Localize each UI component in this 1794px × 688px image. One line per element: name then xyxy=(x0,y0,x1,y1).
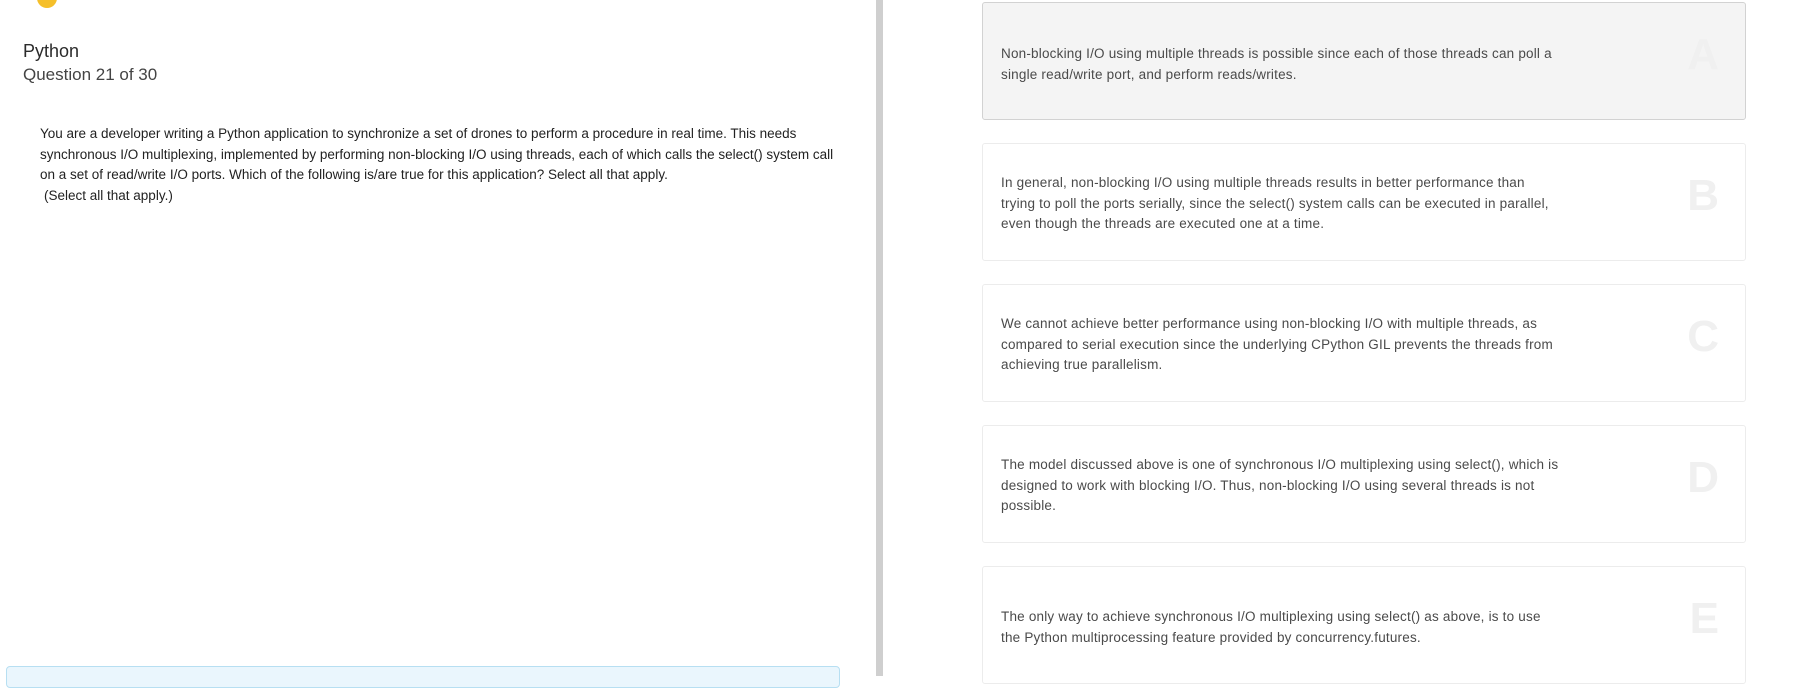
answer-option-text: The only way to achieve synchronous I/O multiplexing using select() as above, is to use the Python multiprocessing feature provided by concurrency.futures. xyxy=(1001,609,1541,645)
pane-divider[interactable] xyxy=(876,0,883,676)
answer-option-text: The model discussed above is one of synchronous I/O multiplexing using select(), which is designed to work with blocking I/O. Thus, non-blocking I/O using several threads is not possible. xyxy=(1001,457,1559,513)
answer-option-a[interactable] xyxy=(982,2,1746,120)
answer-option-letter: D xyxy=(1687,453,1719,502)
answer-option-e[interactable] xyxy=(982,566,1746,684)
python-logo-icon xyxy=(37,0,57,8)
answer-option-letter: E xyxy=(1689,594,1719,643)
answer-option-letter: A xyxy=(1687,30,1719,79)
question-pane xyxy=(0,0,876,676)
answer-option-letter: B xyxy=(1687,171,1719,220)
bottom-info-bar xyxy=(6,666,840,688)
question-body xyxy=(40,124,840,206)
answer-option-letter: C xyxy=(1687,312,1719,361)
answers-pane xyxy=(883,0,1794,676)
answer-option-text: In general, non-blocking I/O using multiple threads results in better performance than trying to poll the ports serially, since the select() system calls can be executed in parallel, even though the threads are executed one at a time. xyxy=(1001,175,1549,231)
answer-option-b[interactable] xyxy=(982,143,1746,261)
answer-option-c[interactable] xyxy=(982,284,1746,402)
question-progress: Question 21 of 30 xyxy=(23,65,158,84)
answer-option-text: Non-blocking I/O using multiple threads is possible since each of those threads can poll a single read/write port, and perform reads/writes. xyxy=(1001,46,1552,82)
question-hint: (Select all that apply.) xyxy=(44,187,173,203)
quiz-subject: Python xyxy=(23,41,80,61)
answer-option-text: We cannot achieve better performance using non-blocking I/O with multiple threads, as compared to serial execution since the underlying CPython GIL prevents the threads from achieving true parallelism. xyxy=(1001,316,1553,372)
answer-option-d[interactable] xyxy=(982,425,1746,543)
question-text: You are a developer writing a Python application to synchronize a set of drones to perform a procedure in real time. This needs synchronous I/O multiplexing, implemented by performing non-blocking I/O using threads, each of which calls the select() system call on a set of read/write I/O ports. Which of the following is/are true for this application? Select all that apply. xyxy=(40,126,834,182)
